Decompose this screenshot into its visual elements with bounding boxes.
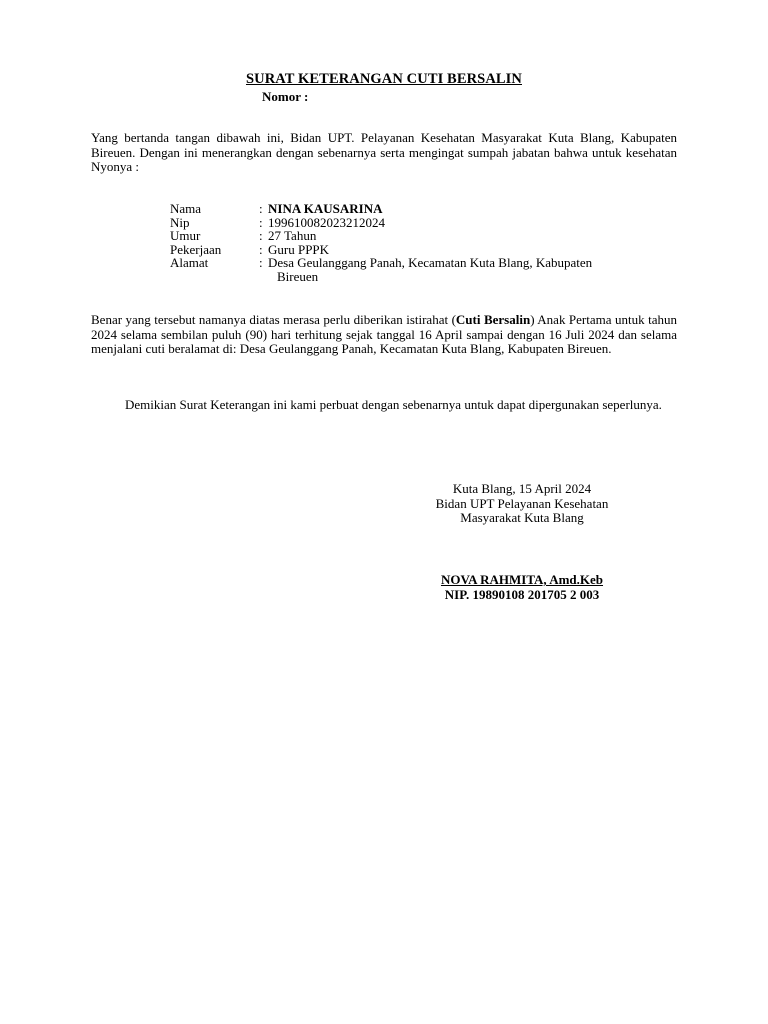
signatory-nip: NIP. 19890108 201705 2 003 bbox=[444, 586, 600, 602]
identity-table bbox=[170, 202, 670, 284]
identity-row-alamat bbox=[170, 256, 670, 283]
identity-value-address bbox=[268, 256, 670, 283]
identity-colon: : bbox=[259, 201, 263, 216]
address-line-1: Desa Geulanggang Panah, Kecamatan Kuta Blang, Kabupaten bbox=[268, 255, 593, 271]
identity-colon: : bbox=[259, 255, 263, 271]
identity-label: Nip bbox=[170, 214, 190, 230]
identity-value-age: 27 Tahun bbox=[268, 228, 317, 244]
identity-label: Alamat bbox=[170, 255, 209, 271]
intro-paragraph: Yang bertanda tangan dibawah ini, Bidan UPT. Pelayanan Kesehatan Masyarakat Kuta Blang, Kabupaten Bireuen. Dengan ini menerangkan dengan sebenarnya serta mengingat sumpah jabatan bahwa untuk kesehatan Nyonya : bbox=[91, 130, 677, 175]
signature-header bbox=[402, 482, 642, 526]
identity-row-nama bbox=[170, 202, 670, 216]
letter-number-label: Nomor : bbox=[262, 89, 309, 104]
leave-statement-text-before: Benar yang tersebut namanya diatas merasa perlu diberikan istirahat ( bbox=[91, 312, 456, 327]
identity-colon: : bbox=[259, 241, 263, 257]
identity-value-occupation: Guru PPPK bbox=[268, 241, 330, 257]
identity-value-name: NINA KAUSARINA bbox=[268, 201, 383, 216]
closing-paragraph bbox=[91, 398, 677, 413]
leave-type-emphasis: Cuti Bersalin bbox=[455, 312, 531, 327]
leave-statement-paragraph bbox=[91, 313, 677, 357]
signature-position-line-2: Masyarakat Kuta Blang bbox=[460, 510, 584, 526]
identity-label: Nama bbox=[170, 201, 202, 216]
identity-row-umur bbox=[170, 229, 670, 243]
identity-label: Umur bbox=[170, 228, 201, 244]
identity-row-nip bbox=[170, 216, 670, 230]
signature-place-date: Kuta Blang, 15 April 2024 bbox=[452, 481, 592, 496]
signatory-block bbox=[402, 573, 642, 602]
letter-title: SURAT KETERANGAN CUTI BERSALIN bbox=[245, 71, 522, 87]
identity-row-pekerjaan bbox=[170, 243, 670, 257]
address-line-2: Bireuen bbox=[277, 268, 319, 284]
identity-label: Pekerjaan bbox=[170, 241, 222, 257]
identity-colon: : bbox=[259, 228, 263, 244]
identity-colon: : bbox=[259, 214, 263, 230]
closing-text: Demikian Surat Keterangan ini kami perbuat dengan sebenarnya untuk dapat dipergunakan seperlunya. bbox=[125, 397, 662, 412]
identity-value-nip: 199610082023212024 bbox=[268, 214, 385, 230]
signature-position-line-1: Bidan UPT Pelayanan Kesehatan bbox=[435, 495, 609, 511]
leave-statement-text-after: ) Anak Pertama untuk tahun 2024 selama sembilan puluh (90) hari terhitung sejak tanggal 16 April sampai dengan 16 Juli 2024 dan selama menjalani cuti beralamat di: Desa Geulanggang Panah, Kecamatan Kuta Blang, Kabupaten Bireuen. bbox=[91, 312, 677, 357]
signatory-name: NOVA RAHMITA, Amd.Keb bbox=[440, 572, 604, 587]
